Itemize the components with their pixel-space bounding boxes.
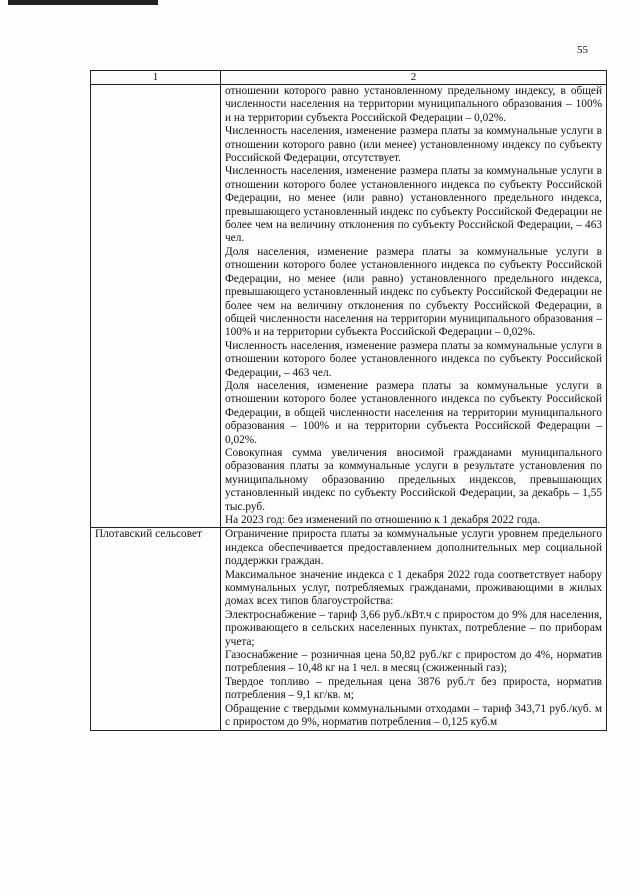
content-cell xyxy=(221,528,607,730)
scan-edge-mark xyxy=(8,0,158,5)
paragraph: Численность населения, изменение размера платы за коммунальные услуги в отношении которого равно (или менее) установленному индексу по субъекту Российской Федерации, отсутствует. xyxy=(225,125,602,165)
paragraph: Численность населения, изменение размера платы за коммунальные услуги в отношении которого более установленного индекса по субъекту Российской Федерации, но менее (или равно) установленного предельного индекса, превышающего установленный индекс по субъекту Российской Федерации не более чем на величину отклонения по субъекту Российской Федерации, – 463 чел. xyxy=(225,165,602,245)
paragraph: Ограничение прироста платы за коммунальные услуги уровнем предельного индекса обеспечивается предоставлением дополнительных мер социальной поддержки граждан. xyxy=(225,528,602,568)
paragraph: Максимальное значение индекса с 1 декабря 2022 года соответствует набору коммунальных услуг, потребляемых гражданами, проживающими в жилых домах всех типов благоустройства: xyxy=(225,568,602,608)
table-header-row xyxy=(91,71,607,85)
column-number-2: 2 xyxy=(221,71,607,85)
municipality-cell xyxy=(91,85,221,528)
column-number-1: 1 xyxy=(91,71,221,85)
paragraph: Численность населения, изменение размера платы за коммунальные услуги в отношении которого более установленного индекса по субъекту Российской Федерации, – 463 чел. xyxy=(225,339,602,379)
document-table xyxy=(90,70,607,731)
table-row xyxy=(91,85,607,528)
paragraph: Твердое топливо – предельная цена 3876 руб./т без прироста, норматив потребления – 9,1 кг/кв. м; xyxy=(225,675,602,702)
paragraph: Доля населения, изменение размера платы за коммунальные услуги в отношении которого более установленного индекса по субъекту Российской Федерации, в общей численности населения на территории муниципального образования – 100% и на территории субъекта Российской Федерации – 0,02%. xyxy=(225,379,602,446)
paragraph: Электроснабжение – тариф 3,66 руб./кВт.ч с приростом до 9% для населения, проживающего в сельских населенных пунктах, потребление – по приборам учета; xyxy=(225,608,602,648)
paragraph: Доля населения, изменение размера платы за коммунальные услуги в отношении которого более установленного индекса по субъекту Российской Федерации, но менее (или равно) установленного предельного индекса, превышающего установленный индекс по субъекту Российской Федерации не более чем на величину отклонения по субъекту Российской Федерации, в общей численности населения на территории муниципального образования – 100% и на территории субъекта Российской Федерации – 0,02%. xyxy=(225,245,602,339)
paragraph: Совокупная сумма увеличения вносимой гражданами муниципального образования платы за коммунальные услуги в результате установления по муниципальному образованию предельных индексов, превышающих установленный индекс по субъекту Российской Федерации, за декабрь – 1,55 тыс.руб. xyxy=(225,446,602,513)
municipality-cell: Плотавский сельсовет xyxy=(91,528,221,730)
paragraph: Газоснабжение – розничная цена 50,82 руб./кг с приростом до 4%, норматив потребления – 10,48 кг на 1 чел. в месяц (сжиженный газ); xyxy=(225,649,602,675)
page-number: 55 xyxy=(577,44,588,56)
paragraph: отношении которого равно установленному предельному индексу, в общей численности населения на территории муниципального образования – 100% и на территории субъекта Российской Федерации – 0,02%. xyxy=(225,85,602,124)
table-row xyxy=(91,528,607,730)
content-cell xyxy=(221,85,607,528)
paragraph: На 2023 год: без изменений по отношению к 1 декабря 2022 года. xyxy=(225,514,541,526)
paragraph: Обращение с твердыми коммунальными отходами – тариф 343,71 руб./куб. м с приростом до 9%, норматив потребления – 0,125 куб.м xyxy=(225,702,602,729)
